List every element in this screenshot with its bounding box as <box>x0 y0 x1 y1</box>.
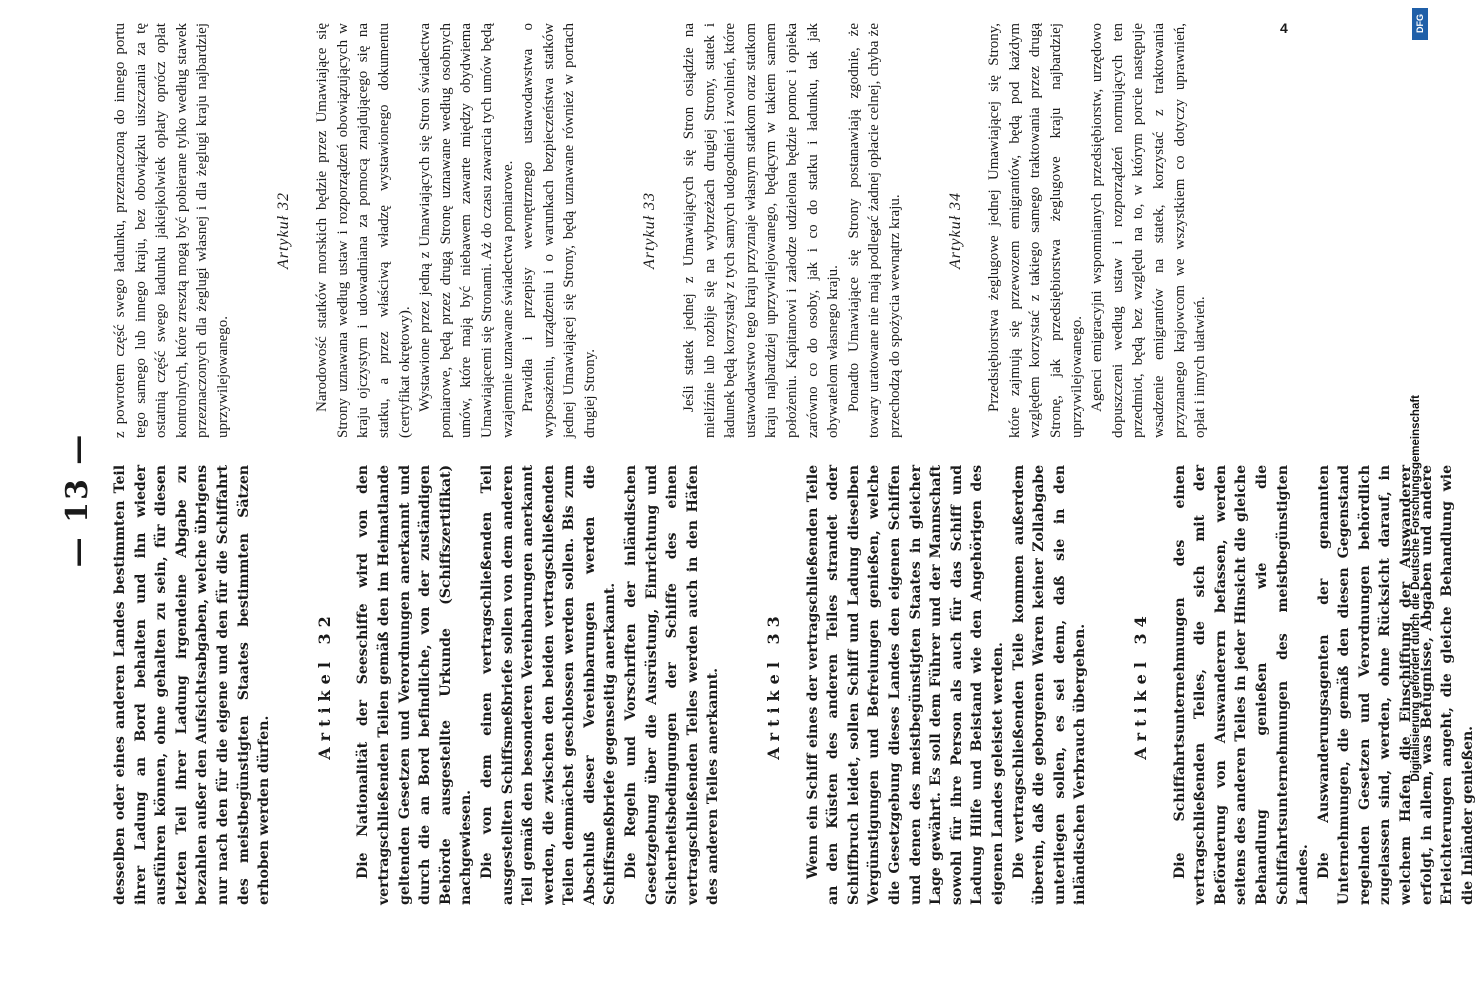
polish-art34-paragraph-2: Agenci emigracyjni wspomnianych przedsiębiorstw, urzędowo dopuszczeni według ustaw i rozporządzeń normujących ten przedmiot, będą bez względu na to, w którym porcie następuje wsadzenie emigrantów na statek, korzystać z traktowania przyznanego krajowcom we wszystkiem co dotyczy uprawnień, opłat i innych ułatwień. <box>1089 23 1209 438</box>
german-art33-paragraph-2: Die vertragschließenden Teile kommen außerdem überein, daß die geborgenen Waren keiner Zollabgabe unterliegen sollen, es sei denn, daß sie in den inländischen Verbrauch übergehen. <box>1010 465 1089 905</box>
polish-art33-paragraph-2: Ponadto Umawiające się Strony postanawiają zgodnie, że towary uratowane nie mają podlegać żadnej opłacie celnej, chyba że przechodzą do spożycia wewnątrz kraju. <box>845 23 903 438</box>
german-art32-paragraph-2: Die von dem einen vertragschließenden Teil ausgestellten Schiffsmeßbriefe sollen von dem anderen Teil gemäß den besonderen Vereinbarungen anerkannt werden, die zwischen den beiden vertragschließenden Teilen demnächst geschlossen werden sollen. Bis zum Abschluß dieser Vereinbarungen werden die Schiffsmeßbriefe gegenseitig anerkannt. <box>478 465 619 905</box>
polish-art32-paragraph-1: Narodowość statków morskich będzie przez Umawiające się Strony uznawana według ustaw i rozporządzeń obowiązujących w kraju ojczystym i udowadniana za pomocą znajdującego się na statku, a przez właściwą władzę wystawionego dokumentu (certyfikat okrętowy). <box>314 23 413 438</box>
german-article-33-heading: Artikel 33 <box>764 610 784 760</box>
digitization-sidebar <box>1406 0 1434 1000</box>
polish-art33-paragraph-1: Jeśli statek jednej z Umawiających się Stron osiądzie na mieliźnie lub rozbije się na wybrzeżach drugiej Strony, statek i ładunek będą korzystały z tych samych udogodnień i zwolnień, które ustawodawstwo tego kraju przyznaje własnym statkom oraz statkom kraju najbardziej uprzywilejowanego, będącym w takiem samem położeniu. Kapitanowi i załodze udzielona będzie pomoc i opieka zarówno co do osoby, jak i co do statku i ładunku, tak jak obywatelom własnego kraju. <box>681 23 842 438</box>
polish-article-33-heading: Artykuł 33 <box>641 191 659 270</box>
german-intro-paragraph: desselben oder eines anderen Landes bestimmten Teil ihrer Ladung an Bord behalten und ihn wieder ausführen können, ohne gehalten zu sein, für diesen letzten Teil ihrer Ladung irgendeine Abgabe zu bezahlen außer den Aufsichtsabgaben, welche übrigens nur nach den für die eigene und den für die Schiffahrt des meistbegünstigten Staates bestimmten Sätzen erhoben werden dürfen. <box>112 465 273 905</box>
german-column <box>110 465 1478 905</box>
polish-art34-paragraph-1: Przedsiębiorstwa żeglugowe jednej Umawiającej się Strony, które zajmują się przewozem emigrantów, będą pod każdym względem korzystać z takiego samego traktowania przez drugą Stronę, jak przedsiębiorstwa żeglugowe kraju najbardziej uprzywilejowanego. <box>986 23 1085 438</box>
german-art34-paragraph-1: Die Schiffahrtsunternehmungen des einen vertragschließenden Teiles, die sich mit der Beförderung von Auswanderern befassen, werden seitens des anderen Teiles in jeder Hinsicht die gleiche Behandlung genießen wie die Schiffahrtsunternehmungen des meistbegünstigten Landes. <box>1171 465 1312 905</box>
polish-article-34-heading: Artykuł 34 <box>946 191 964 270</box>
page-number: — 13 — <box>60 432 95 568</box>
german-art32-paragraph-3: Die Regeln und Vorschriften der inländischen Gesetzgebung über die Ausrüstung, Einrichtung und Sicherheitsbedingungen der Schiffe des einen vertragschließenden Teiles werden auch in den Häfen des anderen Teiles anerkannt. <box>623 465 722 905</box>
german-art34-paragraph-2: Die Auswanderungsagenten der genannten Unternehmungen, die gemäß den diesen Gegenstand regelnden Gesetzen und Verordnungen behördlich zugelassen sind, werden, ohne Rücksicht darauf, in welchem Hafen die Einschiffung der Auswanderer erfolgt, in allem, was Befugnisse, Abgaben und andere Erleichterungen angeht, die gleiche Behandlung wie die Inländer genießen. <box>1315 465 1476 905</box>
german-article-34-heading: Artikel 34 <box>1130 610 1150 760</box>
polish-art32-paragraph-3: Prawidła i przepisy wewnętrznego ustawodawstwa o wyposażeniu, urządzeniu i o warunkach bezpieczeństwa statków jednej Umawiającej się Strony, będą uznawane również w portach drugiej Strony. <box>520 23 598 438</box>
german-art32-paragraph-1: Die Nationalität der Seeschiffe wird von den vertragschließenden Teilen gemäß den im Heimatlande geltenden Gesetzen und Verordnungen anerkannt und durch die an Bord befindliche, von der zuständigen Behörde ausgestellte Urkunde (Schiffszertifikat) nachgewiesen. <box>355 465 475 905</box>
polish-art32-paragraph-2: Wystawione przez jedną z Umawiających się Stron świadectwa pomiarowe, będą przez drugą Stronę uznawane według osobnych umów, które mają być niebawem zawarte między obydwiema Umawiającemi się Stronami. Aż do czasu zawarcia tych umów będą wzajemnie uznawane świadectwa pomiarowe. <box>417 23 516 438</box>
digitization-attribution: Digitalisierung gefördert durch die Deutsche Forschungsgemeinschaft <box>1410 395 1422 782</box>
footer-page-number: 4 <box>1280 20 1288 36</box>
polish-column <box>110 23 1211 438</box>
polish-article-32-heading: Artykuł 32 <box>274 191 292 270</box>
german-art33-paragraph-1: Wenn ein Schiff eines der vertragschließenden Teile an den Küsten des anderen Teiles strandet oder Schiffbruch leidet, sollen Schiff und Ladung dieselben Vergünstigungen und Befreiungen genießen, welche die Gesetzgebung dieses Landes den eigenen Schiffen und denen des meistbegünstigten Staates in gleicher Lage gewährt. Es soll dem Führer und der Mannschaft sowohl für ihre Person als auch für das Schiff und Ladung Hilfe und Beistand wie den Angehörigen des eigenen Landes geleistet werden. <box>804 465 1006 905</box>
german-article-32-heading: Artikel 32 <box>314 610 334 760</box>
polish-intro-paragraph: z powrotem część swego ładunku, przeznaczoną do innego portu tego samego lub innego kraju, bez obowiązku uiszczania za tę ostatnią część swego ładunku jakiejkolwiek opłaty oprócz opłat kontrolnych, które zresztą mogą być pobierane tylko według stawek przeznaczonych dla żeglugi własnej i dla żeglugi kraju najbardziej uprzywilejowanego. <box>112 23 231 438</box>
dfg-logo-icon: DFG <box>1412 8 1428 40</box>
